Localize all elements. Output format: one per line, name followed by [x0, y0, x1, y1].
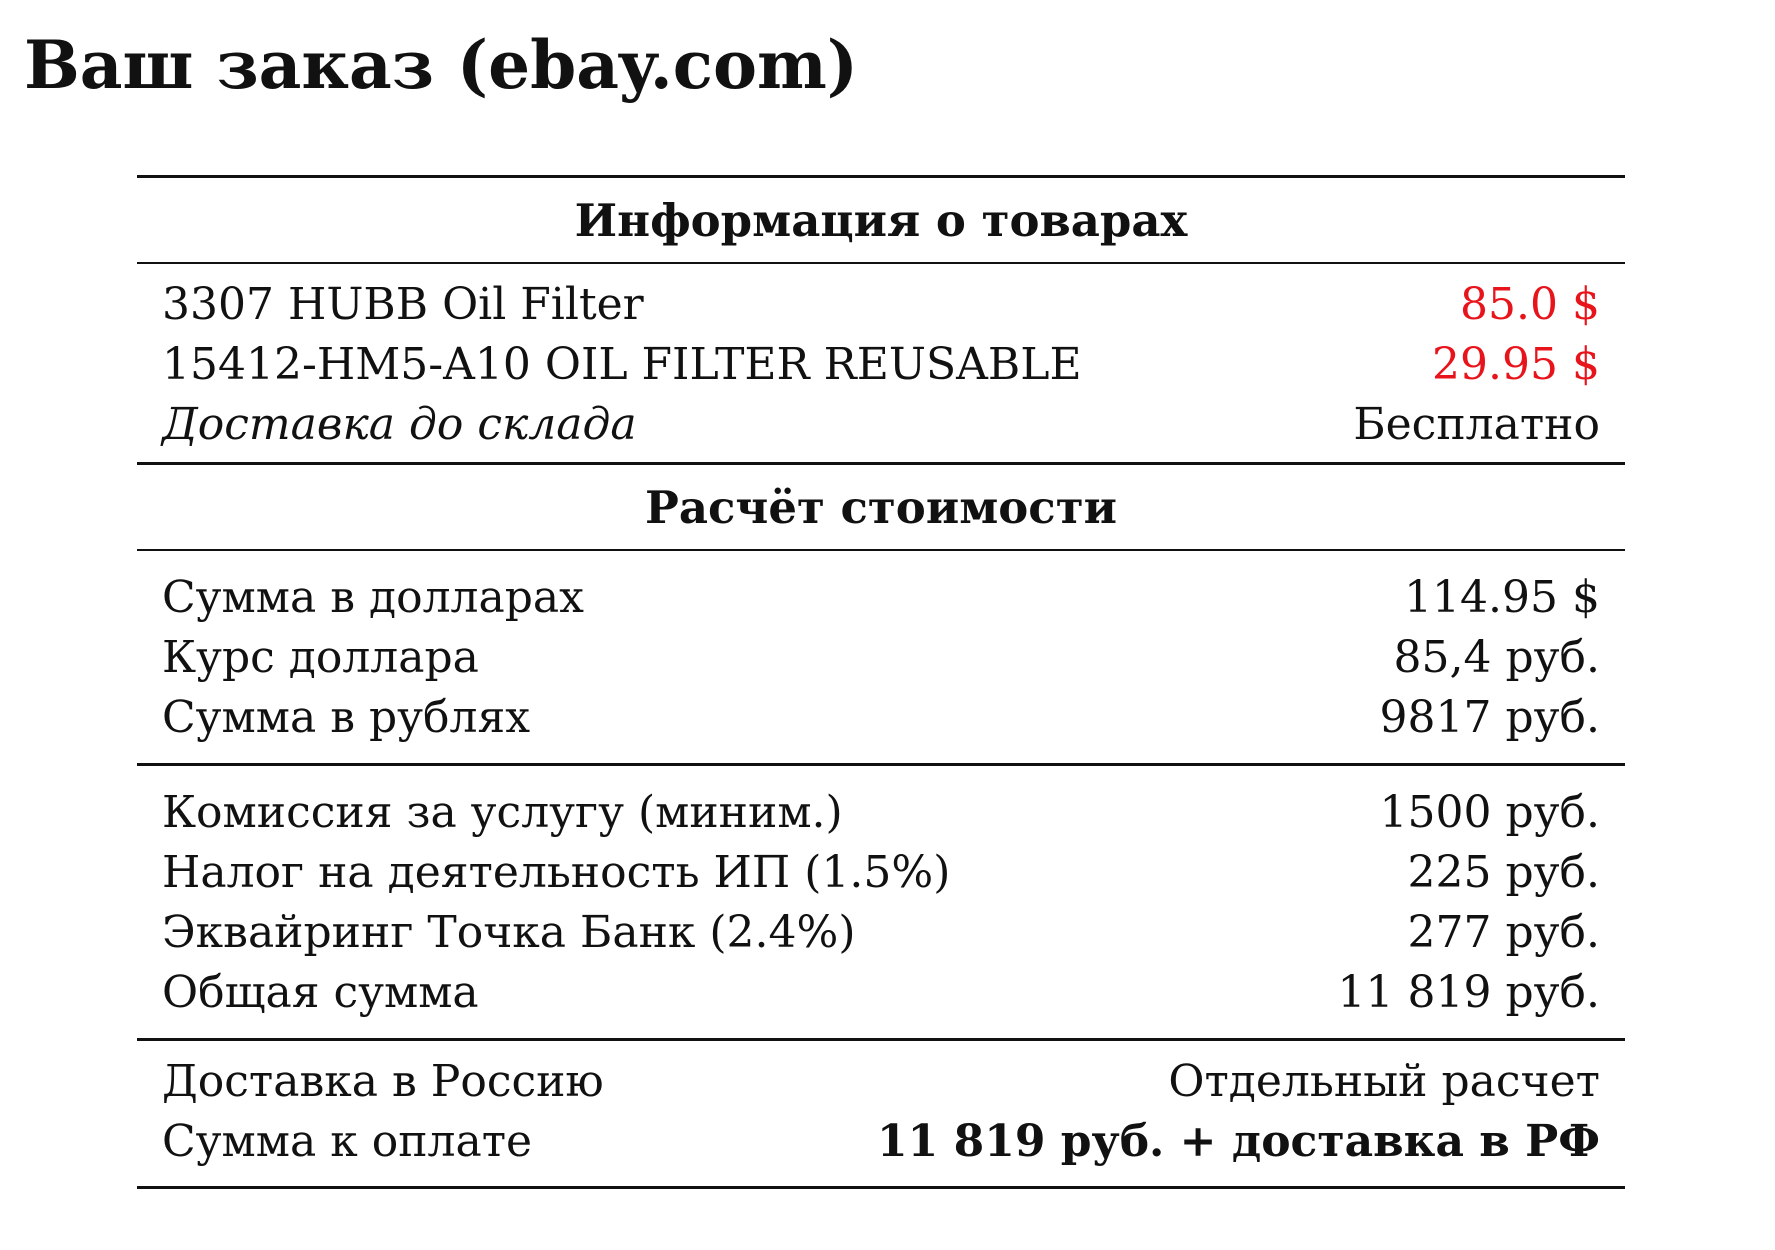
exchange-rate-value: 85,4 руб.: [1393, 631, 1600, 683]
items-section-heading: Информация о товарах: [574, 193, 1188, 247]
amount-due-value: 11 819 руб. + доставка в РФ: [877, 1115, 1600, 1167]
page-title: Ваш заказ (ebay.com): [24, 26, 859, 104]
warehouse-delivery-row: [162, 394, 1600, 454]
acquiring-row: [162, 902, 1600, 962]
usd-total-value: 114.95 $: [1404, 571, 1600, 623]
acquiring-value: 277 руб.: [1407, 906, 1600, 958]
tax-label: Налог на деятельность ИП (1.5%): [162, 846, 951, 898]
rub-total-value: 9817 руб.: [1379, 691, 1600, 743]
fees-group: [137, 766, 1625, 1038]
grand-total-label: Общая сумма: [162, 966, 479, 1018]
amount-due-label: Сумма к оплате: [162, 1115, 533, 1167]
item-price: 85.0 $: [1460, 278, 1600, 330]
tax-row: [162, 842, 1600, 902]
items-list: [137, 264, 1625, 462]
russia-delivery-value: Отдельный расчет: [1168, 1055, 1600, 1107]
acquiring-label: Эквайринг Точка Банк (2.4%): [162, 906, 856, 958]
warehouse-delivery-value: Бесплатно: [1353, 398, 1600, 450]
item-name: 3307 HUBB Oil Filter: [162, 278, 644, 330]
rub-total-row: [162, 687, 1600, 747]
usd-total-label: Сумма в долларах: [162, 571, 584, 623]
warehouse-delivery-label: Доставка до склада: [162, 398, 637, 450]
exchange-rate-row: [162, 627, 1600, 687]
exchange-rate-label: Курс доллара: [162, 631, 479, 683]
russia-delivery-row: [162, 1051, 1600, 1111]
item-name: 15412-HM5-A10 OIL FILTER REUSABLE: [162, 338, 1082, 390]
service-fee-value: 1500 руб.: [1379, 786, 1600, 838]
service-fee-label: Комиссия за услугу (миним.): [162, 786, 843, 838]
usd-total-row: [162, 567, 1600, 627]
conversion-group: [137, 551, 1625, 763]
final-group: [137, 1041, 1625, 1186]
amount-due-row: [162, 1111, 1600, 1171]
cost-section-heading: Расчёт стоимости: [645, 480, 1117, 534]
grand-total-value: 11 819 руб.: [1337, 966, 1600, 1018]
item-row: [162, 334, 1600, 394]
tax-value: 225 руб.: [1407, 846, 1600, 898]
table-bottom-rule: [137, 1186, 1625, 1189]
item-price: 29.95 $: [1432, 338, 1600, 390]
russia-delivery-label: Доставка в Россию: [162, 1055, 604, 1107]
grand-total-row: [162, 962, 1600, 1022]
item-row: [162, 274, 1600, 334]
order-summary-table: [137, 175, 1625, 1189]
service-fee-row: [162, 782, 1600, 842]
rub-total-label: Сумма в рублях: [162, 691, 531, 743]
